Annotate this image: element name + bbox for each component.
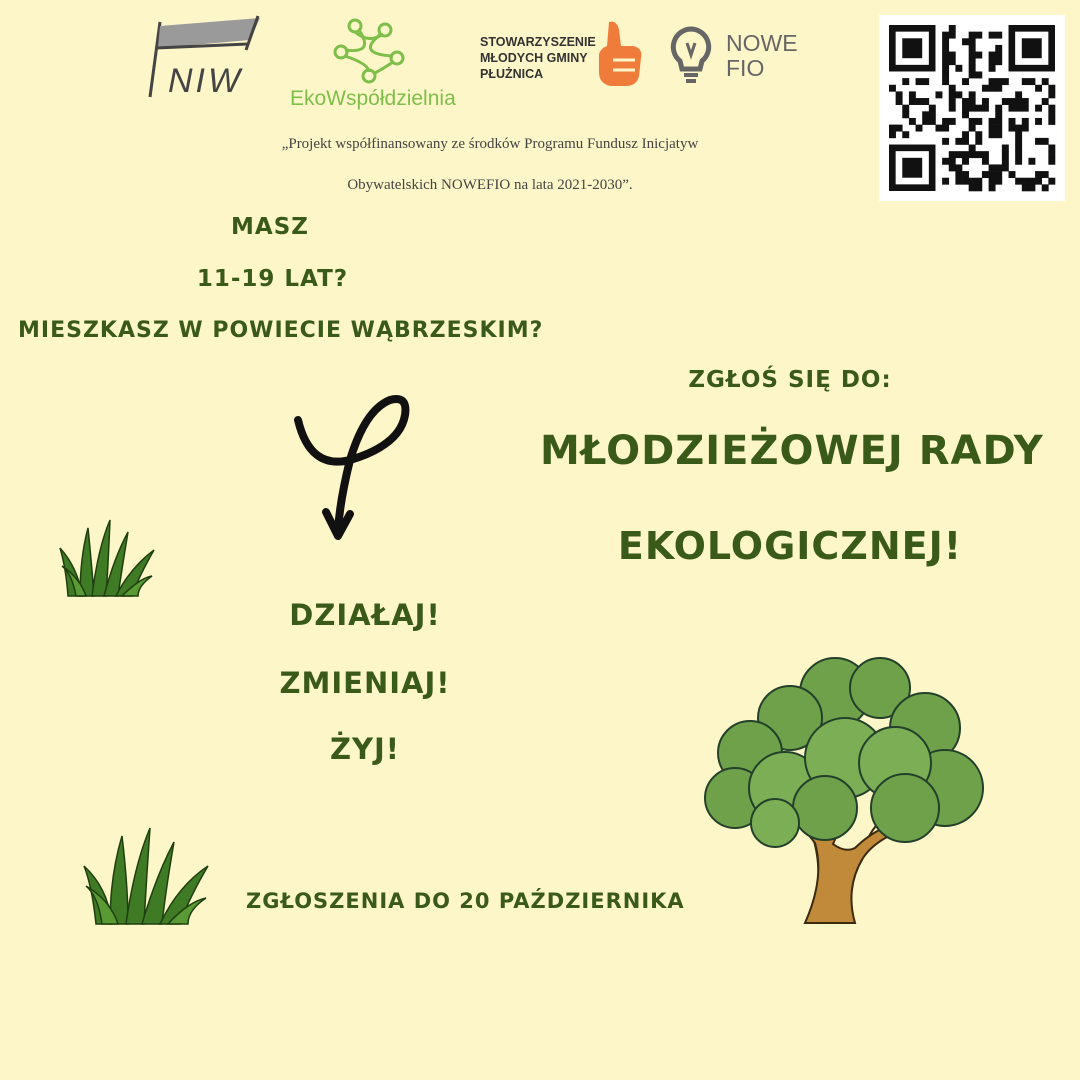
stowarzyszenie-line1: STOWARZYSZENIE [480, 35, 596, 49]
slogan-zyj: ŻYJ! [329, 732, 401, 766]
niw-logo-text: NIW [168, 62, 244, 100]
funding-line-1: „Projekt współfinansowany ze środków Programu Fundusz Inicjatyw [281, 136, 699, 152]
grass-icon [58, 518, 158, 598]
ekowspoldzielnia-logo [285, 14, 460, 114]
cta-line-2: EKOLOGICZNEJ! [617, 524, 963, 568]
slogan-zmieniaj: ZMIENIAJ! [279, 666, 451, 700]
slogan-dzialaj: DZIAŁAJ! [289, 598, 441, 632]
stowarzyszenie-logo [480, 20, 650, 95]
lightbulb-icon [668, 25, 714, 85]
qr-code-icon [879, 15, 1065, 201]
qr-code[interactable] [879, 15, 1065, 201]
ekowspoldzielnia-logo-text: EkoWspółdzielnia [290, 87, 456, 110]
question-location: MIESZKASZ W POWIECIE WĄBRZESKIM? [18, 318, 544, 343]
question-masz: MASZ [231, 214, 309, 240]
curly-arrow-icon [290, 390, 430, 550]
nowefio-line2: FIO [726, 55, 765, 81]
thumbs-up-icon [595, 20, 645, 90]
ekowspoldzielnia-logo-icon [285, 14, 460, 84]
funding-line-2: Obywatelskich NOWEFIO na lata 2021-2030”. [347, 177, 633, 193]
nowefio-line1: NOWE [726, 30, 798, 56]
question-age: 11-19 LAT? [196, 266, 349, 292]
cta-intro: ZGŁOŚ SIĘ DO: [688, 367, 892, 393]
stowarzyszenie-line2: MŁODYCH GMINY [480, 51, 588, 65]
grass-icon [82, 826, 212, 926]
deadline-text: ZGŁOSZENIA DO 20 PAŹDZIERNIKA [246, 889, 685, 913]
cta-line-1: MŁODZIEŻOWEJ RADY [540, 428, 1044, 474]
niw-logo [140, 12, 270, 107]
stowarzyszenie-line3: PŁUŻNICA [480, 67, 544, 81]
tree-icon [695, 648, 995, 928]
nowefio-logo [668, 25, 808, 90]
